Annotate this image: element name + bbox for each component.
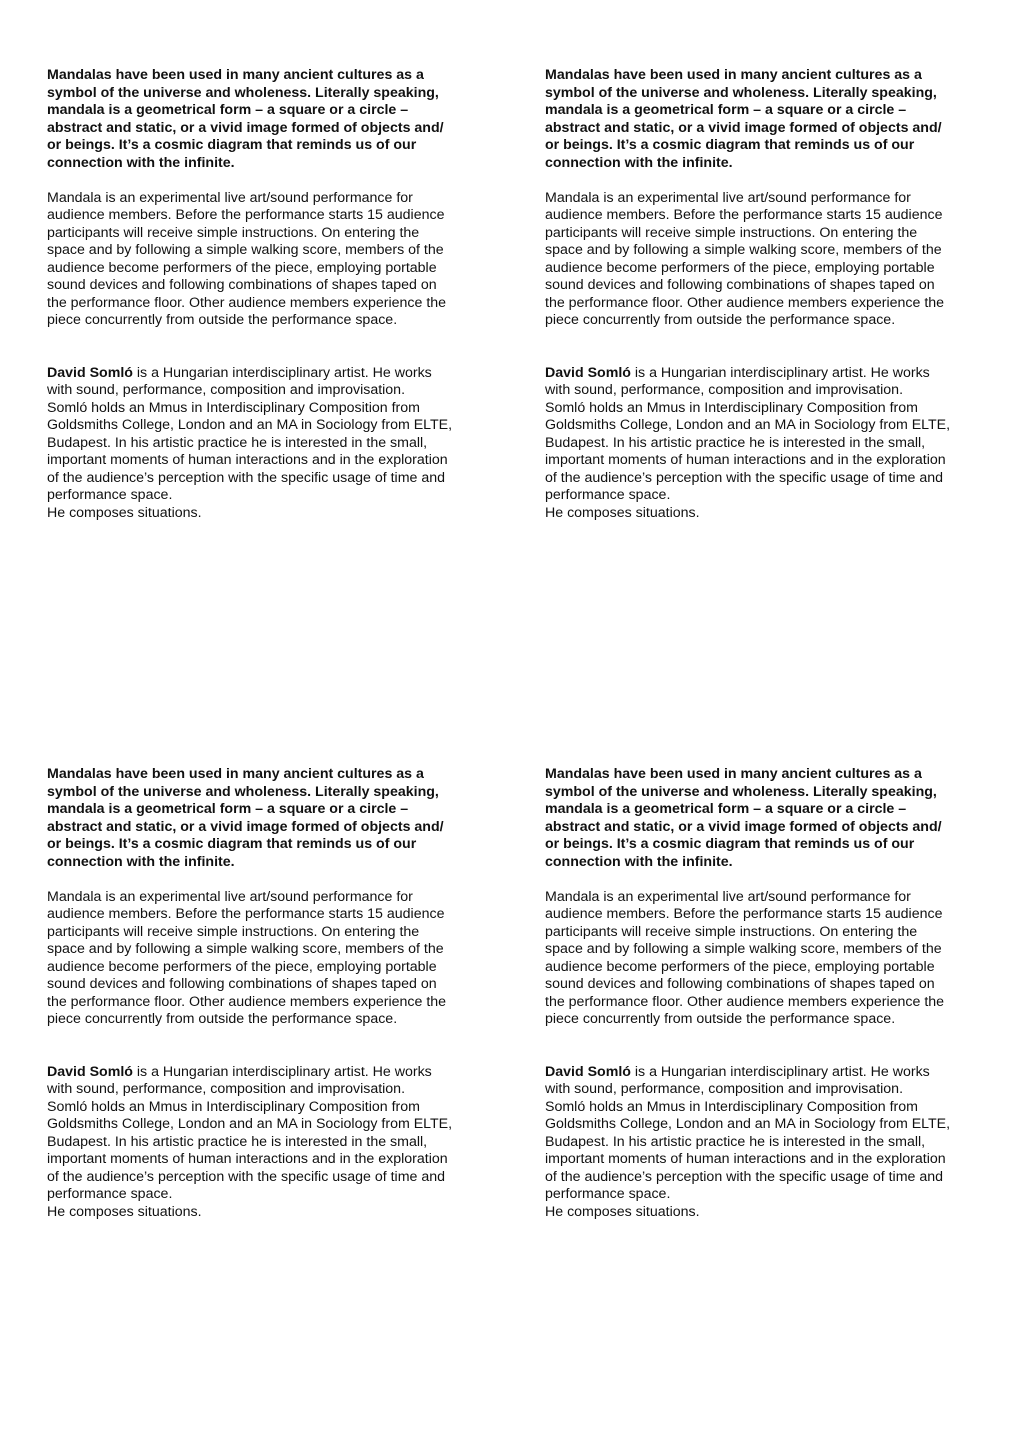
flyer-card-bottom-right <box>545 766 985 1221</box>
bio-text: is a Hungarian interdisciplinary artist. He works with sound, performance, composition and improvisation. Somló holds an Mmus in Interdisciplinary Composition from Goldsmiths College, London and an MA in Sociology from ELTE, Budapest. In his artistic practice he is interested in the small, important moments of human interactions and in the exploration of the audience’s perception with the specific usage of time and performance space. He composes situations. <box>545 1063 951 1220</box>
intro-paragraph: Mandalas have been used in many ancient cultures as a symbol of the universe and wholeness. Literally speaking, mandala is a geometrical form – a square or a circle – abstract and static, or a vivid image formed of objects and/ or beings. It’s a cosmic diagram that reminds us of our connection with the infinite. <box>545 766 942 870</box>
artist-name: David Somló <box>545 1063 631 1080</box>
bio-paragraph <box>545 365 985 523</box>
bio-paragraph <box>545 1064 985 1222</box>
flyer-card-top-left <box>47 67 487 522</box>
flyer-card-top-right <box>545 67 985 522</box>
description-paragraph: Mandala is an experimental live art/sound performance for audience members. Before the performance starts 15 audience participants will receive simple instructions. On entering the space and by following a simple walking score, members of the audience become performers of the piece, employing portable sound devices and following combinations of shapes taped on the performance floor. Other audience members experience the piece concurrently from outside the performance space. <box>47 189 447 328</box>
artist-name: David Somló <box>47 364 133 381</box>
artist-name: David Somló <box>545 364 631 381</box>
intro-paragraph: Mandalas have been used in many ancient cultures as a symbol of the universe and wholeness. Literally speaking, mandala is a geometrical form – a square or a circle – abstract and static, or a vivid image formed of objects and/ or beings. It’s a cosmic diagram that reminds us of our connection with the infinite. <box>47 67 444 171</box>
flyer-card-bottom-left <box>47 766 487 1221</box>
intro-paragraph: Mandalas have been used in many ancient cultures as a symbol of the universe and wholeness. Literally speaking, mandala is a geometrical form – a square or a circle – abstract and static, or a vivid image formed of objects and/ or beings. It’s a cosmic diagram that reminds us of our connection with the infinite. <box>545 67 942 171</box>
bio-text: is a Hungarian interdisciplinary artist. He works with sound, performance, composition and improvisation. Somló holds an Mmus in Interdisciplinary Composition from Goldsmiths College, London and an MA in Sociology from ELTE, Budapest. In his artistic practice he is interested in the small, important moments of human interactions and in the exploration of the audience’s perception with the specific usage of time and performance space. He composes situations. <box>47 364 453 521</box>
intro-paragraph: Mandalas have been used in many ancient cultures as a symbol of the universe and wholeness. Literally speaking, mandala is a geometrical form – a square or a circle – abstract and static, or a vivid image formed of objects and/ or beings. It’s a cosmic diagram that reminds us of our connection with the infinite. <box>47 766 444 870</box>
bio-text: is a Hungarian interdisciplinary artist. He works with sound, performance, composition and improvisation. Somló holds an Mmus in Interdisciplinary Composition from Goldsmiths College, London and an MA in Sociology from ELTE, Budapest. In his artistic practice he is interested in the small, important moments of human interactions and in the exploration of the audience’s perception with the specific usage of time and performance space. He composes situations. <box>545 364 951 521</box>
artist-name: David Somló <box>47 1063 133 1080</box>
bio-paragraph <box>47 365 487 523</box>
description-paragraph: Mandala is an experimental live art/sound performance for audience members. Before the performance starts 15 audience participants will receive simple instructions. On entering the space and by following a simple walking score, members of the audience become performers of the piece, employing portable sound devices and following combinations of shapes taped on the performance floor. Other audience members experience the piece concurrently from outside the performance space. <box>545 888 945 1027</box>
description-paragraph: Mandala is an experimental live art/sound performance for audience members. Before the performance starts 15 audience participants will receive simple instructions. On entering the space and by following a simple walking score, members of the audience become performers of the piece, employing portable sound devices and following combinations of shapes taped on the performance floor. Other audience members experience the piece concurrently from outside the performance space. <box>545 189 945 328</box>
bio-paragraph <box>47 1064 487 1222</box>
description-paragraph: Mandala is an experimental live art/sound performance for audience members. Before the performance starts 15 audience participants will receive simple instructions. On entering the space and by following a simple walking score, members of the audience become performers of the piece, employing portable sound devices and following combinations of shapes taped on the performance floor. Other audience members experience the piece concurrently from outside the performance space. <box>47 888 447 1027</box>
bio-text: is a Hungarian interdisciplinary artist. He works with sound, performance, composition and improvisation. Somló holds an Mmus in Interdisciplinary Composition from Goldsmiths College, London and an MA in Sociology from ELTE, Budapest. In his artistic practice he is interested in the small, important moments of human interactions and in the exploration of the audience’s perception with the specific usage of time and performance space. He composes situations. <box>47 1063 453 1220</box>
